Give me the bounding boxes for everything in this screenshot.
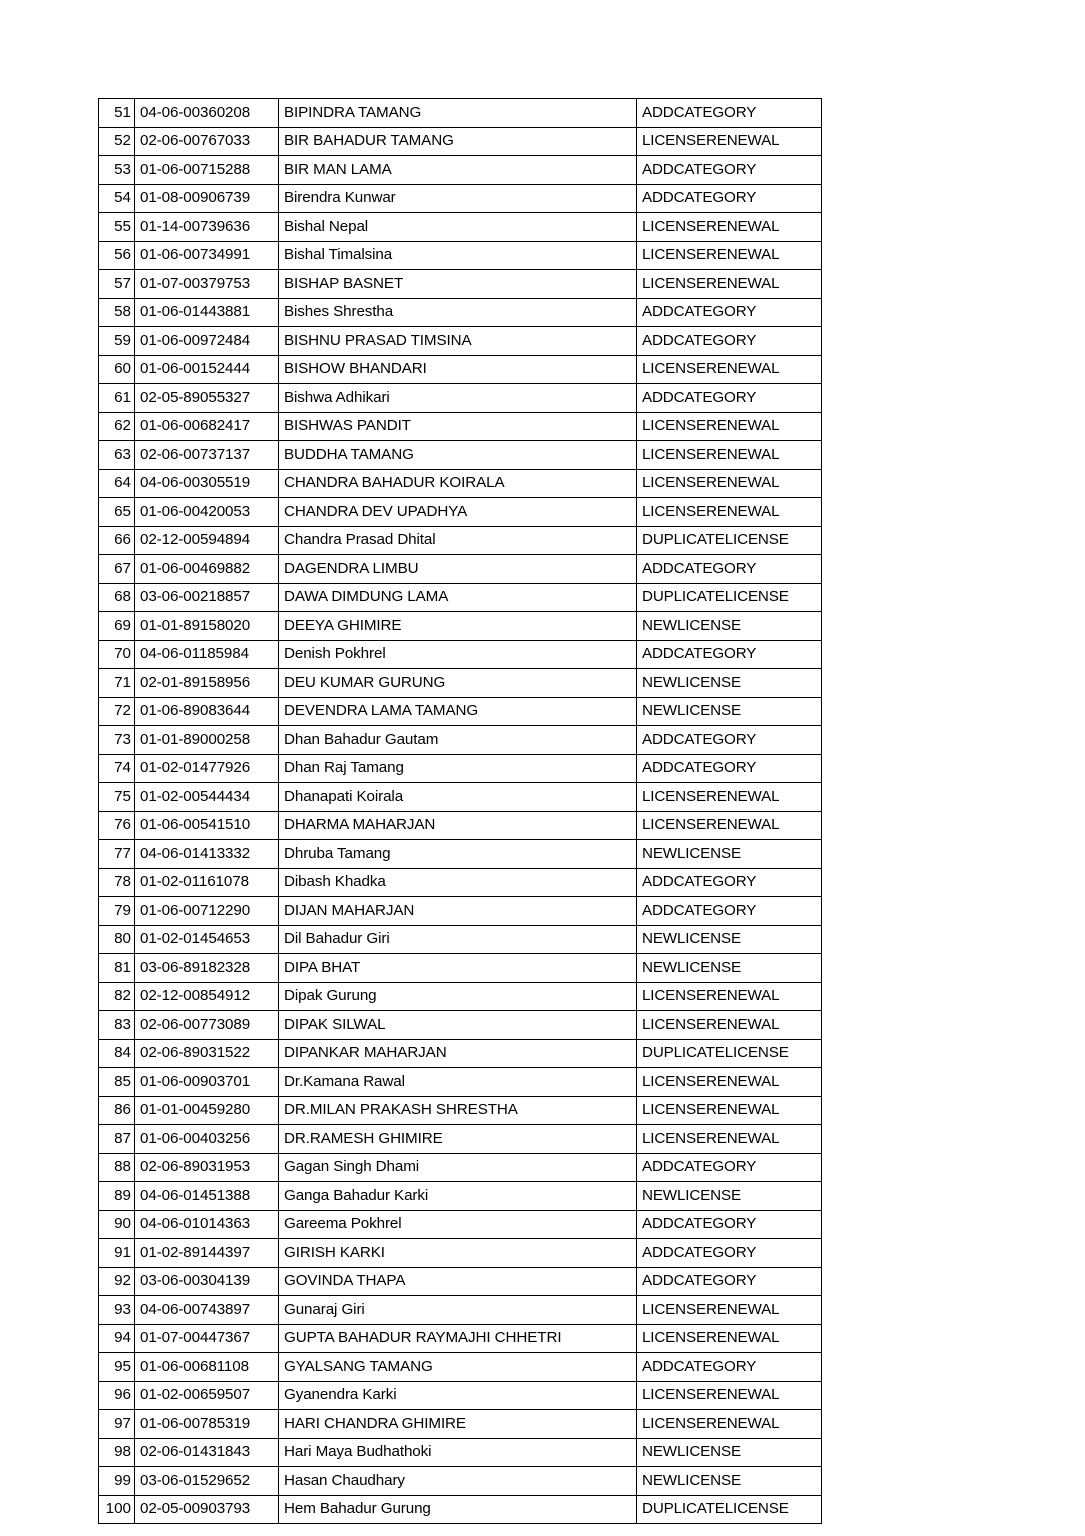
cell-service-type: ADDCATEGORY <box>637 1353 822 1382</box>
cell-serial-number: 74 <box>99 754 135 783</box>
cell-applicant-name: Bishwa Adhikari <box>279 384 637 413</box>
table-row <box>99 156 822 185</box>
cell-serial-number: 62 <box>99 412 135 441</box>
cell-license-number: 01-06-00681108 <box>135 1353 279 1382</box>
table-row <box>99 1267 822 1296</box>
cell-license-number: 02-06-01431843 <box>135 1438 279 1467</box>
cell-license-number: 02-06-00767033 <box>135 127 279 156</box>
cell-service-type: LICENSERENEWAL <box>637 811 822 840</box>
cell-service-type: ADDCATEGORY <box>637 726 822 755</box>
cell-service-type: LICENSERENEWAL <box>637 1324 822 1353</box>
cell-serial-number: 88 <box>99 1153 135 1182</box>
cell-service-type: DUPLICATELICENSE <box>637 583 822 612</box>
cell-serial-number: 51 <box>99 99 135 128</box>
cell-service-type: NEWLICENSE <box>637 925 822 954</box>
cell-license-number: 02-12-00854912 <box>135 982 279 1011</box>
cell-license-number: 01-06-00785319 <box>135 1410 279 1439</box>
cell-license-number: 02-05-89055327 <box>135 384 279 413</box>
cell-serial-number: 81 <box>99 954 135 983</box>
cell-service-type: LICENSERENEWAL <box>637 1068 822 1097</box>
cell-applicant-name: DEEYA GHIMIRE <box>279 612 637 641</box>
table-row <box>99 1353 822 1382</box>
cell-service-type: NEWLICENSE <box>637 954 822 983</box>
table-row <box>99 954 822 983</box>
cell-applicant-name: Dipak Gurung <box>279 982 637 1011</box>
cell-service-type: NEWLICENSE <box>637 840 822 869</box>
cell-serial-number: 68 <box>99 583 135 612</box>
cell-license-number: 02-05-00903793 <box>135 1495 279 1524</box>
table-row <box>99 412 822 441</box>
table-row <box>99 270 822 299</box>
cell-applicant-name: GUPTA BAHADUR RAYMAJHI CHHETRI <box>279 1324 637 1353</box>
cell-service-type: LICENSERENEWAL <box>637 1096 822 1125</box>
cell-serial-number: 70 <box>99 640 135 669</box>
table-row <box>99 241 822 270</box>
cell-applicant-name: DAGENDRA LIMBU <box>279 555 637 584</box>
cell-applicant-name: Bishes Shrestha <box>279 298 637 327</box>
cell-license-number: 04-06-00743897 <box>135 1296 279 1325</box>
cell-license-number: 01-06-00734991 <box>135 241 279 270</box>
cell-service-type: ADDCATEGORY <box>637 298 822 327</box>
table-row <box>99 612 822 641</box>
table-row <box>99 498 822 527</box>
cell-license-number: 01-06-00152444 <box>135 355 279 384</box>
table-row <box>99 669 822 698</box>
license-applicants-table <box>98 98 822 1524</box>
cell-service-type: LICENSERENEWAL <box>637 1011 822 1040</box>
license-table-container <box>98 98 821 1524</box>
cell-service-type: LICENSERENEWAL <box>637 498 822 527</box>
cell-serial-number: 72 <box>99 697 135 726</box>
cell-serial-number: 80 <box>99 925 135 954</box>
cell-service-type: LICENSERENEWAL <box>637 241 822 270</box>
cell-serial-number: 53 <box>99 156 135 185</box>
cell-license-number: 04-06-00305519 <box>135 469 279 498</box>
table-row <box>99 1182 822 1211</box>
cell-applicant-name: Bishal Nepal <box>279 213 637 242</box>
cell-license-number: 04-06-01413332 <box>135 840 279 869</box>
cell-applicant-name: CHANDRA BAHADUR KOIRALA <box>279 469 637 498</box>
cell-serial-number: 66 <box>99 526 135 555</box>
cell-applicant-name: DR.RAMESH GHIMIRE <box>279 1125 637 1154</box>
cell-license-number: 02-06-89031953 <box>135 1153 279 1182</box>
cell-service-type: LICENSERENEWAL <box>637 1125 822 1154</box>
cell-serial-number: 100 <box>99 1495 135 1524</box>
table-row <box>99 1324 822 1353</box>
table-row <box>99 1068 822 1097</box>
cell-applicant-name: BISHNU PRASAD TIMSINA <box>279 327 637 356</box>
table-row <box>99 1039 822 1068</box>
cell-serial-number: 90 <box>99 1210 135 1239</box>
cell-applicant-name: BISHAP BASNET <box>279 270 637 299</box>
cell-service-type: LICENSERENEWAL <box>637 783 822 812</box>
cell-serial-number: 96 <box>99 1381 135 1410</box>
cell-serial-number: 91 <box>99 1239 135 1268</box>
cell-applicant-name: DR.MILAN PRAKASH SHRESTHA <box>279 1096 637 1125</box>
cell-license-number: 01-02-89144397 <box>135 1239 279 1268</box>
cell-license-number: 01-06-01443881 <box>135 298 279 327</box>
cell-service-type: ADDCATEGORY <box>637 327 822 356</box>
cell-service-type: DUPLICATELICENSE <box>637 526 822 555</box>
cell-license-number: 04-06-01014363 <box>135 1210 279 1239</box>
cell-license-number: 01-06-00972484 <box>135 327 279 356</box>
table-row <box>99 555 822 584</box>
cell-serial-number: 54 <box>99 184 135 213</box>
cell-service-type: ADDCATEGORY <box>637 1267 822 1296</box>
cell-serial-number: 99 <box>99 1467 135 1496</box>
cell-service-type: LICENSERENEWAL <box>637 441 822 470</box>
cell-serial-number: 94 <box>99 1324 135 1353</box>
cell-applicant-name: Dhruba Tamang <box>279 840 637 869</box>
cell-serial-number: 83 <box>99 1011 135 1040</box>
table-row <box>99 1011 822 1040</box>
cell-applicant-name: Hem Bahadur Gurung <box>279 1495 637 1524</box>
cell-service-type: NEWLICENSE <box>637 697 822 726</box>
cell-service-type: ADDCATEGORY <box>637 640 822 669</box>
table-row <box>99 583 822 612</box>
cell-applicant-name: Gunaraj Giri <box>279 1296 637 1325</box>
cell-service-type: LICENSERENEWAL <box>637 412 822 441</box>
cell-license-number: 01-06-00682417 <box>135 412 279 441</box>
cell-applicant-name: Hari Maya Budhathoki <box>279 1438 637 1467</box>
cell-service-type: ADDCATEGORY <box>637 897 822 926</box>
cell-service-type: LICENSERENEWAL <box>637 270 822 299</box>
table-row <box>99 384 822 413</box>
table-row <box>99 783 822 812</box>
table-row <box>99 213 822 242</box>
cell-serial-number: 69 <box>99 612 135 641</box>
cell-service-type: LICENSERENEWAL <box>637 213 822 242</box>
cell-applicant-name: DHARMA MAHARJAN <box>279 811 637 840</box>
cell-service-type: ADDCATEGORY <box>637 868 822 897</box>
cell-applicant-name: GIRISH KARKI <box>279 1239 637 1268</box>
cell-serial-number: 67 <box>99 555 135 584</box>
cell-serial-number: 63 <box>99 441 135 470</box>
cell-service-type: ADDCATEGORY <box>637 555 822 584</box>
cell-applicant-name: Ganga Bahadur Karki <box>279 1182 637 1211</box>
cell-applicant-name: HARI CHANDRA GHIMIRE <box>279 1410 637 1439</box>
cell-serial-number: 55 <box>99 213 135 242</box>
cell-license-number: 02-06-00773089 <box>135 1011 279 1040</box>
table-row <box>99 868 822 897</box>
cell-license-number: 01-02-01454653 <box>135 925 279 954</box>
cell-license-number: 01-06-00469882 <box>135 555 279 584</box>
cell-license-number: 01-01-89000258 <box>135 726 279 755</box>
table-row <box>99 1410 822 1439</box>
cell-serial-number: 97 <box>99 1410 135 1439</box>
cell-license-number: 03-06-89182328 <box>135 954 279 983</box>
table-row <box>99 1210 822 1239</box>
cell-serial-number: 92 <box>99 1267 135 1296</box>
cell-license-number: 04-06-01451388 <box>135 1182 279 1211</box>
cell-serial-number: 73 <box>99 726 135 755</box>
table-row <box>99 526 822 555</box>
cell-serial-number: 60 <box>99 355 135 384</box>
table-row <box>99 697 822 726</box>
cell-applicant-name: Gareema Pokhrel <box>279 1210 637 1239</box>
cell-applicant-name: BIR MAN LAMA <box>279 156 637 185</box>
cell-applicant-name: DIPA BHAT <box>279 954 637 983</box>
cell-serial-number: 98 <box>99 1438 135 1467</box>
cell-service-type: LICENSERENEWAL <box>637 982 822 1011</box>
table-row <box>99 99 822 128</box>
cell-applicant-name: GYALSANG TAMANG <box>279 1353 637 1382</box>
table-row <box>99 1239 822 1268</box>
cell-serial-number: 86 <box>99 1096 135 1125</box>
cell-license-number: 03-06-00304139 <box>135 1267 279 1296</box>
cell-applicant-name: Denish Pokhrel <box>279 640 637 669</box>
cell-service-type: LICENSERENEWAL <box>637 1296 822 1325</box>
cell-applicant-name: Dhan Raj Tamang <box>279 754 637 783</box>
cell-applicant-name: Gagan Singh Dhami <box>279 1153 637 1182</box>
cell-applicant-name: Birendra Kunwar <box>279 184 637 213</box>
cell-applicant-name: Dhan Bahadur Gautam <box>279 726 637 755</box>
cell-applicant-name: Dibash Khadka <box>279 868 637 897</box>
cell-applicant-name: DIPAK SILWAL <box>279 1011 637 1040</box>
cell-applicant-name: GOVINDA THAPA <box>279 1267 637 1296</box>
license-table-body <box>99 99 822 1524</box>
cell-applicant-name: DIPANKAR MAHARJAN <box>279 1039 637 1068</box>
cell-applicant-name: Dhanapati Koirala <box>279 783 637 812</box>
cell-license-number: 01-07-00379753 <box>135 270 279 299</box>
cell-license-number: 01-06-00715288 <box>135 156 279 185</box>
cell-serial-number: 87 <box>99 1125 135 1154</box>
cell-service-type: LICENSERENEWAL <box>637 127 822 156</box>
cell-license-number: 03-06-01529652 <box>135 1467 279 1496</box>
cell-service-type: ADDCATEGORY <box>637 184 822 213</box>
table-row <box>99 1296 822 1325</box>
cell-applicant-name: Gyanendra Karki <box>279 1381 637 1410</box>
cell-serial-number: 89 <box>99 1182 135 1211</box>
cell-license-number: 02-01-89158956 <box>135 669 279 698</box>
cell-license-number: 01-01-89158020 <box>135 612 279 641</box>
cell-applicant-name: Dr.Kamana Rawal <box>279 1068 637 1097</box>
table-row <box>99 298 822 327</box>
table-row <box>99 925 822 954</box>
cell-serial-number: 85 <box>99 1068 135 1097</box>
cell-serial-number: 78 <box>99 868 135 897</box>
cell-license-number: 01-02-01477926 <box>135 754 279 783</box>
cell-service-type: ADDCATEGORY <box>637 99 822 128</box>
cell-serial-number: 56 <box>99 241 135 270</box>
cell-service-type: LICENSERENEWAL <box>637 1381 822 1410</box>
cell-service-type: NEWLICENSE <box>637 612 822 641</box>
cell-applicant-name: Hasan Chaudhary <box>279 1467 637 1496</box>
cell-license-number: 01-06-00903701 <box>135 1068 279 1097</box>
table-row <box>99 184 822 213</box>
cell-serial-number: 64 <box>99 469 135 498</box>
cell-service-type: ADDCATEGORY <box>637 1153 822 1182</box>
cell-serial-number: 82 <box>99 982 135 1011</box>
cell-license-number: 01-06-89083644 <box>135 697 279 726</box>
table-row <box>99 469 822 498</box>
cell-serial-number: 93 <box>99 1296 135 1325</box>
cell-applicant-name: DEU KUMAR GURUNG <box>279 669 637 698</box>
table-row <box>99 811 822 840</box>
cell-serial-number: 58 <box>99 298 135 327</box>
cell-applicant-name: DEVENDRA LAMA TAMANG <box>279 697 637 726</box>
table-row <box>99 1153 822 1182</box>
table-row <box>99 327 822 356</box>
cell-serial-number: 79 <box>99 897 135 926</box>
cell-serial-number: 77 <box>99 840 135 869</box>
cell-license-number: 01-14-00739636 <box>135 213 279 242</box>
table-row <box>99 1125 822 1154</box>
cell-license-number: 01-08-00906739 <box>135 184 279 213</box>
cell-applicant-name: Bishal Timalsina <box>279 241 637 270</box>
cell-license-number: 01-02-00544434 <box>135 783 279 812</box>
cell-license-number: 01-07-00447367 <box>135 1324 279 1353</box>
cell-service-type: ADDCATEGORY <box>637 754 822 783</box>
table-row <box>99 441 822 470</box>
cell-applicant-name: CHANDRA DEV UPADHYA <box>279 498 637 527</box>
cell-license-number: 01-06-00420053 <box>135 498 279 527</box>
cell-service-type: LICENSERENEWAL <box>637 469 822 498</box>
table-row <box>99 840 822 869</box>
cell-service-type: NEWLICENSE <box>637 669 822 698</box>
cell-license-number: 03-06-00218857 <box>135 583 279 612</box>
cell-serial-number: 75 <box>99 783 135 812</box>
cell-license-number: 04-06-01185984 <box>135 640 279 669</box>
cell-serial-number: 76 <box>99 811 135 840</box>
cell-license-number: 02-06-00737137 <box>135 441 279 470</box>
cell-service-type: LICENSERENEWAL <box>637 1410 822 1439</box>
cell-license-number: 01-06-00403256 <box>135 1125 279 1154</box>
cell-serial-number: 84 <box>99 1039 135 1068</box>
cell-service-type: NEWLICENSE <box>637 1467 822 1496</box>
cell-serial-number: 61 <box>99 384 135 413</box>
cell-serial-number: 65 <box>99 498 135 527</box>
cell-applicant-name: Chandra Prasad Dhital <box>279 526 637 555</box>
cell-license-number: 01-01-00459280 <box>135 1096 279 1125</box>
cell-service-type: DUPLICATELICENSE <box>637 1039 822 1068</box>
table-row <box>99 640 822 669</box>
cell-license-number: 02-06-89031522 <box>135 1039 279 1068</box>
cell-applicant-name: BUDDHA TAMANG <box>279 441 637 470</box>
cell-applicant-name: BISHWAS PANDIT <box>279 412 637 441</box>
cell-service-type: NEWLICENSE <box>637 1438 822 1467</box>
cell-serial-number: 52 <box>99 127 135 156</box>
cell-service-type: DUPLICATELICENSE <box>637 1495 822 1524</box>
cell-service-type: ADDCATEGORY <box>637 1239 822 1268</box>
cell-serial-number: 95 <box>99 1353 135 1382</box>
table-row <box>99 355 822 384</box>
cell-applicant-name: DIJAN MAHARJAN <box>279 897 637 926</box>
table-row <box>99 127 822 156</box>
cell-license-number: 01-06-00712290 <box>135 897 279 926</box>
cell-applicant-name: Dil Bahadur Giri <box>279 925 637 954</box>
cell-service-type: ADDCATEGORY <box>637 156 822 185</box>
table-row <box>99 754 822 783</box>
table-row <box>99 1438 822 1467</box>
cell-service-type: NEWLICENSE <box>637 1182 822 1211</box>
table-row <box>99 726 822 755</box>
cell-service-type: ADDCATEGORY <box>637 384 822 413</box>
cell-applicant-name: BIPINDRA TAMANG <box>279 99 637 128</box>
cell-serial-number: 71 <box>99 669 135 698</box>
cell-license-number: 01-02-00659507 <box>135 1381 279 1410</box>
cell-serial-number: 57 <box>99 270 135 299</box>
cell-license-number: 04-06-00360208 <box>135 99 279 128</box>
table-row <box>99 1381 822 1410</box>
table-row <box>99 897 822 926</box>
cell-license-number: 02-12-00594894 <box>135 526 279 555</box>
table-row <box>99 1467 822 1496</box>
table-row <box>99 1495 822 1524</box>
cell-serial-number: 59 <box>99 327 135 356</box>
cell-license-number: 01-06-00541510 <box>135 811 279 840</box>
cell-license-number: 01-02-01161078 <box>135 868 279 897</box>
cell-applicant-name: BISHOW BHANDARI <box>279 355 637 384</box>
table-row <box>99 982 822 1011</box>
cell-applicant-name: DAWA DIMDUNG LAMA <box>279 583 637 612</box>
cell-applicant-name: BIR BAHADUR TAMANG <box>279 127 637 156</box>
table-row <box>99 1096 822 1125</box>
cell-service-type: ADDCATEGORY <box>637 1210 822 1239</box>
cell-service-type: LICENSERENEWAL <box>637 355 822 384</box>
